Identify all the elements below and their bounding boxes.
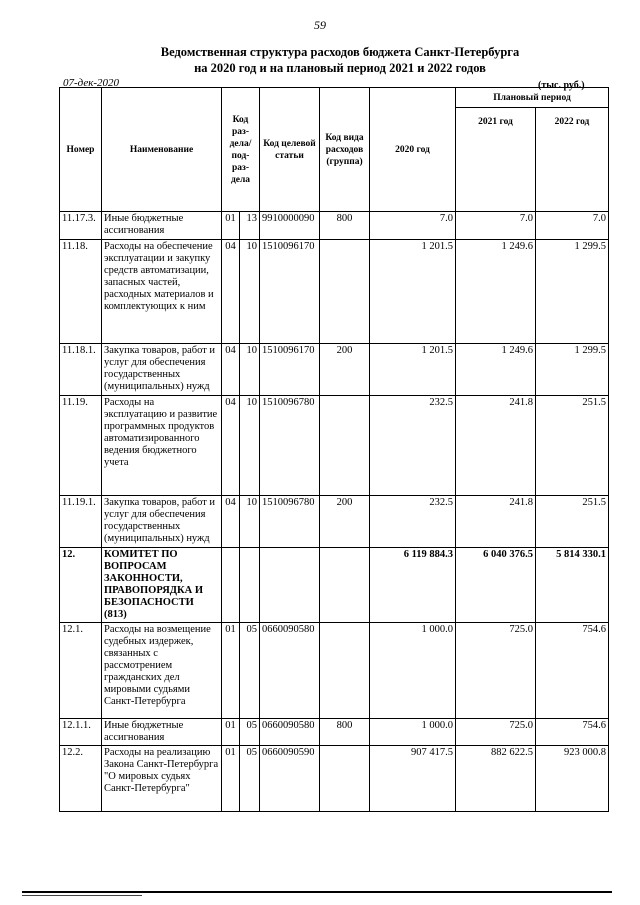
- row-kind-code: [320, 623, 370, 719]
- row-subsection: 10: [240, 240, 260, 344]
- table-row: [60, 212, 609, 240]
- row-kind-code: [320, 746, 370, 812]
- table-row: [60, 623, 609, 719]
- row-value-2020: 232.5: [370, 396, 456, 496]
- row-section: 01: [222, 719, 240, 746]
- row-value-2021: 6 040 376.5: [456, 548, 536, 623]
- row-value-2021: 882 622.5: [456, 746, 536, 812]
- header-2022: 2022 год: [536, 108, 609, 212]
- row-value-2020: 907 417.5: [370, 746, 456, 812]
- row-target-code: 0660090580: [260, 719, 320, 746]
- row-section: [222, 548, 240, 623]
- row-name: Иные бюджетные ассигнования: [102, 212, 222, 240]
- row-number: 11.18.: [60, 240, 102, 344]
- title-line-1: Ведомственная структура расходов бюджета Санкт-Петербурга: [160, 45, 520, 59]
- row-number: 12.1.1.: [60, 719, 102, 746]
- row-number: 11.19.: [60, 396, 102, 496]
- units-label: (тыс. руб.): [538, 80, 585, 91]
- page-number: 59: [314, 18, 326, 32]
- row-subsection: [240, 548, 260, 623]
- row-value-2021: 725.0: [456, 623, 536, 719]
- document-date: 07-дек-2020: [63, 77, 120, 89]
- row-target-code: 0660090590: [260, 746, 320, 812]
- table-row: [60, 496, 609, 548]
- row-value-2021: 725.0: [456, 719, 536, 746]
- row-number: 12.1.: [60, 623, 102, 719]
- row-value-2020: 6 119 884.3: [370, 548, 456, 623]
- row-subsection: 05: [240, 746, 260, 812]
- row-name: КОМИТЕТ ПО ВОПРОСАМ ЗАКОННОСТИ, ПРАВОПОРЯДКА И БЕЗОПАСНОСТИ (813): [102, 548, 222, 623]
- table-row: [60, 396, 609, 496]
- header-name: Наименование: [102, 88, 222, 212]
- row-name: Расходы на эксплуатацию и развитие программных продуктов автоматизированного ведения бюджетного учета: [102, 396, 222, 496]
- table-row: [60, 746, 609, 812]
- row-value-2021: 1 249.6: [456, 240, 536, 344]
- footer-rule-short: [22, 895, 142, 896]
- row-kind-code: 200: [320, 496, 370, 548]
- row-value-2021: 1 249.6: [456, 344, 536, 396]
- table-row: [60, 240, 609, 344]
- row-number: 11.18.1.: [60, 344, 102, 396]
- row-kind-code: 800: [320, 212, 370, 240]
- row-value-2022: 251.5: [536, 496, 609, 548]
- row-subsection: 13: [240, 212, 260, 240]
- row-value-2021: 241.8: [456, 396, 536, 496]
- row-kind-code: [320, 548, 370, 623]
- row-value-2022: 7.0: [536, 212, 609, 240]
- row-target-code: 1510096170: [260, 240, 320, 344]
- row-name: Расходы на реализацию Закона Санкт-Петербурга "О мировых судьях Санкт-Петербурга": [102, 746, 222, 812]
- row-subsection: 05: [240, 719, 260, 746]
- row-value-2020: 1 201.5: [370, 240, 456, 344]
- row-subsection: 05: [240, 623, 260, 719]
- row-subsection: 10: [240, 496, 260, 548]
- row-value-2020: 1 000.0: [370, 623, 456, 719]
- header-2020: 2020 год: [370, 88, 456, 212]
- row-name: Иные бюджетные ассигнования: [102, 719, 222, 746]
- row-section: 01: [222, 212, 240, 240]
- row-target-code: 1510096780: [260, 396, 320, 496]
- row-target-code: 0660090580: [260, 623, 320, 719]
- header-section: Код раз-дела/ под-раз-дела: [222, 88, 260, 212]
- row-kind-code: 200: [320, 344, 370, 396]
- row-kind-code: [320, 240, 370, 344]
- budget-table: [59, 87, 609, 812]
- row-number: 12.: [60, 548, 102, 623]
- row-section: 04: [222, 240, 240, 344]
- row-target-code: 9910000090: [260, 212, 320, 240]
- row-name: Закупка товаров, работ и услуг для обеспечения государственных (муниципальных) нужд: [102, 496, 222, 548]
- row-subsection: 10: [240, 344, 260, 396]
- table-body: [60, 212, 609, 812]
- row-section: 04: [222, 396, 240, 496]
- row-value-2022: 5 814 330.1: [536, 548, 609, 623]
- header-planned-period: Плановый период: [456, 88, 609, 108]
- row-kind-code: 800: [320, 719, 370, 746]
- row-value-2022: 754.6: [536, 623, 609, 719]
- row-subsection: 10: [240, 396, 260, 496]
- header-number: Номер: [60, 88, 102, 212]
- row-kind-code: [320, 396, 370, 496]
- header-target: Код целевой статьи: [260, 88, 320, 212]
- row-value-2020: 1 000.0: [370, 719, 456, 746]
- row-name: Расходы на обеспечение эксплуатации и закупку средств автоматизации, запасных частей, расходных материалов и комплектующих к ним: [102, 240, 222, 344]
- row-target-code: 1510096170: [260, 344, 320, 396]
- row-value-2021: 241.8: [456, 496, 536, 548]
- row-name: Расходы на возмещение судебных издержек, связанных с рассмотрением гражданских дел мировыми судьями Санкт-Петербурга: [102, 623, 222, 719]
- footer-rule: [22, 891, 612, 893]
- row-value-2022: 1 299.5: [536, 240, 609, 344]
- title-line-2: на 2020 год и на плановый период 2021 и 2022 годов: [194, 61, 486, 75]
- header-2021: 2021 год: [456, 108, 536, 212]
- row-number: 12.2.: [60, 746, 102, 812]
- row-target-code: 1510096780: [260, 496, 320, 548]
- row-value-2022: 251.5: [536, 396, 609, 496]
- row-number: 11.17.3.: [60, 212, 102, 240]
- header-kind: Код вида расходов (группа): [320, 88, 370, 212]
- row-value-2020: 232.5: [370, 496, 456, 548]
- row-number: 11.19.1.: [60, 496, 102, 548]
- row-section: 01: [222, 746, 240, 812]
- row-section: 04: [222, 344, 240, 396]
- table-row: [60, 344, 609, 396]
- row-section: 04: [222, 496, 240, 548]
- row-value-2022: 1 299.5: [536, 344, 609, 396]
- table-row: [60, 548, 609, 623]
- row-value-2020: 7.0: [370, 212, 456, 240]
- row-value-2022: 754.6: [536, 719, 609, 746]
- row-name: Закупка товаров, работ и услуг для обеспечения государственных (муниципальных) нужд: [102, 344, 222, 396]
- row-value-2020: 1 201.5: [370, 344, 456, 396]
- row-target-code: [260, 548, 320, 623]
- row-value-2021: 7.0: [456, 212, 536, 240]
- row-section: 01: [222, 623, 240, 719]
- row-value-2022: 923 000.8: [536, 746, 609, 812]
- table-row: [60, 719, 609, 746]
- document-title: [60, 44, 620, 76]
